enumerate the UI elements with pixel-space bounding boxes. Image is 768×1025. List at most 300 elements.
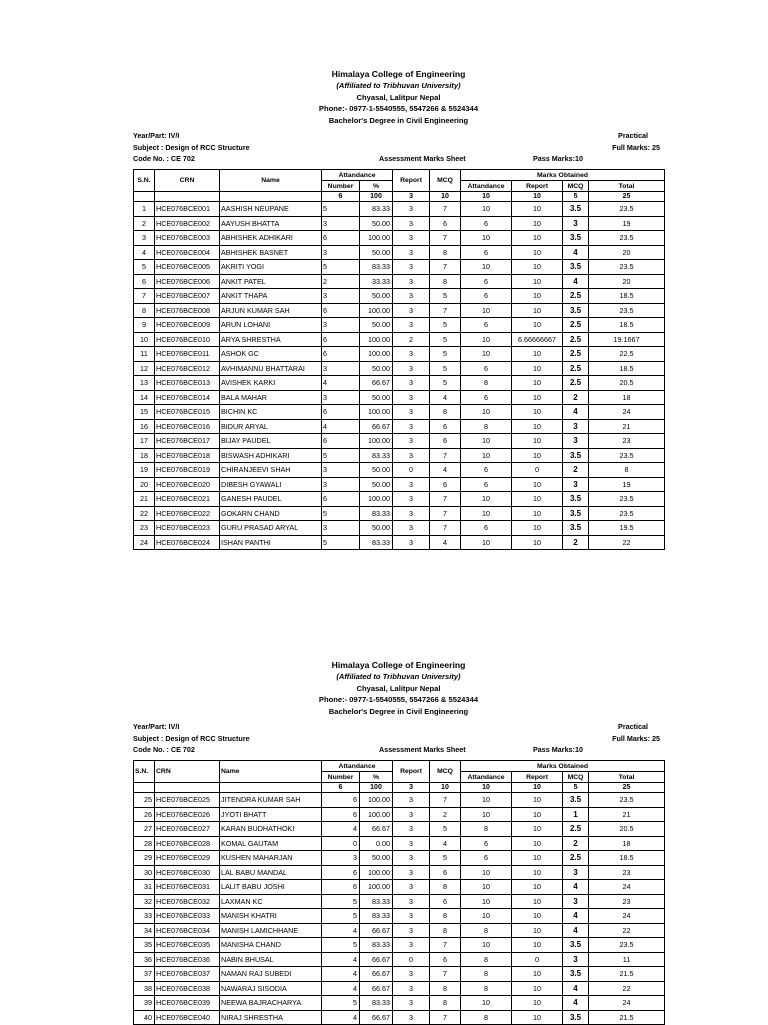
cell-mcq: 7 [430,938,461,953]
cell-mo-report: 6.66666667 [512,332,563,347]
cell-mo-report: 10 [512,216,563,231]
cell-sn: 5 [134,260,155,275]
cell-report: 3 [393,923,430,938]
cell-crn: HCE076BCE031 [155,880,220,895]
cell-sn: 9 [134,318,155,333]
cell-name: AVISHEK KARKI [220,376,322,391]
cell-att-percent: 100.00 [360,807,393,822]
table-row [134,202,665,217]
cell-crn: HCE076BCE027 [155,822,220,837]
cell-mcq: 7 [430,967,461,982]
cell-att-number: 5 [322,260,360,275]
table-row [134,434,665,449]
cell-att-number: 3 [322,245,360,260]
cell-mcq: 4 [430,463,461,478]
cell-mo-mcq: 3 [563,419,589,434]
cell-att-number: 6 [322,492,360,507]
cell-report: 3 [393,967,430,982]
cell-crn: HCE076BCE018 [155,448,220,463]
table-row [134,216,665,231]
cell-mo-attendance: 10 [461,405,512,420]
cell-mo-attendance: 10 [461,909,512,924]
cell-crn: HCE076BCE028 [155,836,220,851]
cell-sn: 20 [134,477,155,492]
cell-att-number: 6 [322,231,360,246]
cell-att-percent: 0.00 [360,836,393,851]
cell-crn: HCE076BCE023 [155,521,220,536]
cell-mo-attendance: 8 [461,952,512,967]
cell-att-percent: 100.00 [360,492,393,507]
cell-mo-report: 0 [512,463,563,478]
cell-mcq: 5 [430,851,461,866]
address: Chyasal, Lalitpur Nepal [356,92,441,102]
cell-mo-attendance: 8 [461,1010,512,1025]
cell-crn: HCE076BCE026 [155,807,220,822]
cell-mo-attendance: 10 [461,535,512,550]
cell-total: 18.5 [589,318,665,333]
cell-mcq: 7 [430,1010,461,1025]
col-sn: S.N. [134,761,155,783]
table-body [134,793,665,1025]
cell-mo-mcq: 2.5 [563,318,589,333]
table-row [134,477,665,492]
table-row [134,390,665,405]
cell-mo-attendance: 10 [461,434,512,449]
cell-mo-mcq: 4 [563,405,589,420]
cell-mo-attendance: 10 [461,506,512,521]
cell-sn: 24 [134,535,155,550]
cell-att-number: 3 [322,361,360,376]
cell-mo-mcq: 1 [563,807,589,822]
col-crn: CRN [155,761,220,783]
cell-name: BIJAY PAUDEL [220,434,322,449]
full-marks: Full Marks: 25 [612,143,660,153]
cell-name: MANISH LAMICHHANE [220,923,322,938]
cell-crn: HCE076BCE039 [155,996,220,1011]
cell-crn: HCE076BCE011 [155,347,220,362]
cell-name: BIDUR ARYAL [220,419,322,434]
cell-att-number: 3 [322,521,360,536]
cell-mo-attendance: 10 [461,303,512,318]
cell-mcq: 8 [430,245,461,260]
cell-crn: HCE076BCE017 [155,434,220,449]
cell-att-percent: 50.00 [360,463,393,478]
cell-sn: 37 [134,967,155,982]
cell-mcq: 6 [430,894,461,909]
col-mcq: MCQ [430,170,461,192]
table-row [134,822,665,837]
cell-report: 3 [393,521,430,536]
cell-att-number: 3 [322,851,360,866]
cell-sn: 4 [134,245,155,260]
cell-att-number: 6 [322,347,360,362]
table-row [134,1010,665,1025]
cell-mo-report: 10 [512,1010,563,1025]
cell-crn: HCE076BCE002 [155,216,220,231]
cell-att-percent: 66.67 [360,967,393,982]
cell-mcq: 6 [430,419,461,434]
cell-mo-report: 10 [512,376,563,391]
cell-crn: HCE076BCE037 [155,967,220,982]
cell-mcq: 6 [430,477,461,492]
cell-att-percent: 83.33 [360,535,393,550]
cell-mo-mcq: 2.5 [563,822,589,837]
cell-mo-report: 10 [512,967,563,982]
cell-report: 3 [393,836,430,851]
table-row [134,318,665,333]
cell-name: BISWASH ADHIKARI [220,448,322,463]
cell-att-percent: 100.00 [360,434,393,449]
cell-mo-report: 10 [512,865,563,880]
cell-att-percent: 100.00 [360,347,393,362]
cell-total: 24 [589,405,665,420]
cell-sn: 32 [134,894,155,909]
cell-mo-report: 10 [512,434,563,449]
practical-label: Practical [618,722,648,732]
cell-att-number: 6 [322,793,360,808]
cell-sn: 16 [134,419,155,434]
cell-report: 3 [393,535,430,550]
cell-mcq: 8 [430,405,461,420]
code-no: Code No. : CE 702 [133,745,195,755]
cell-att-percent: 100.00 [360,865,393,880]
cell-report: 3 [393,894,430,909]
cell-att-number: 3 [322,463,360,478]
cell-crn: HCE076BCE010 [155,332,220,347]
cell-name: MANISH KHATRI [220,909,322,924]
cell-att-number: 4 [322,419,360,434]
cell-mo-mcq: 2 [563,463,589,478]
cell-report: 3 [393,245,430,260]
cell-att-percent: 50.00 [360,851,393,866]
cell-total: 24 [589,996,665,1011]
cell-sn: 28 [134,836,155,851]
max-mcq: 10 [430,783,461,793]
cell-sn: 6 [134,274,155,289]
cell-att-percent: 66.67 [360,822,393,837]
cell-mo-attendance: 6 [461,289,512,304]
cell-name: BICHIN KC [220,405,322,420]
cell-att-number: 5 [322,909,360,924]
cell-mcq: 8 [430,996,461,1011]
cell-mcq: 7 [430,448,461,463]
cell-total: 21.5 [589,1010,665,1025]
cell-att-percent: 100.00 [360,231,393,246]
table-row [134,923,665,938]
cell-att-number: 4 [322,822,360,837]
cell-att-percent: 83.33 [360,202,393,217]
cell-sn: 35 [134,938,155,953]
cell-sn: 34 [134,923,155,938]
cell-sn: 8 [134,303,155,318]
cell-mo-attendance: 6 [461,274,512,289]
cell-crn: HCE076BCE007 [155,289,220,304]
cell-att-percent: 100.00 [360,880,393,895]
col-crn: CRN [155,170,220,192]
cell-att-number: 5 [322,894,360,909]
cell-sn: 10 [134,332,155,347]
cell-total: 23 [589,894,665,909]
cell-crn: HCE076BCE014 [155,390,220,405]
cell-mo-mcq: 3.5 [563,260,589,275]
cell-mcq: 4 [430,390,461,405]
cell-crn: HCE076BCE033 [155,909,220,924]
cell-att-percent: 66.67 [360,376,393,391]
cell-att-percent: 83.33 [360,448,393,463]
cell-mo-mcq: 2.5 [563,851,589,866]
max-number: 6 [322,783,360,793]
col-name: Name [220,761,322,783]
cell-att-number: 6 [322,332,360,347]
cell-mo-report: 10 [512,405,563,420]
cell-sn: 7 [134,289,155,304]
table-row [134,938,665,953]
cell-total: 23.5 [589,202,665,217]
cell-att-number: 4 [322,967,360,982]
cell-att-number: 6 [322,303,360,318]
cell-total: 23 [589,434,665,449]
cell-name: MANISHA CHAND [220,938,322,953]
phone: Phone:- 0977-1-5540555, 5547266 & 5524344 [318,695,479,705]
cell-sn: 33 [134,909,155,924]
cell-mo-mcq: 2 [563,836,589,851]
table-row [134,996,665,1011]
cell-mo-attendance: 6 [461,361,512,376]
cell-mo-report: 10 [512,390,563,405]
max-total: 25 [589,783,665,793]
col-mo-mcq: MCQ [563,181,589,192]
cell-sn: 29 [134,851,155,866]
col-total: Total [589,772,665,783]
table-row [134,807,665,822]
cell-att-percent: 83.33 [360,260,393,275]
cell-total: 23 [589,865,665,880]
cell-total: 19.1667 [589,332,665,347]
cell-mo-mcq: 2 [563,390,589,405]
cell-name: JYOTI BHATT [220,807,322,822]
cell-total: 24 [589,909,665,924]
cell-total: 22 [589,535,665,550]
col-number: Number [322,181,360,192]
cell-name: NAMAN RAJ SUBEDI [220,967,322,982]
cell-mcq: 5 [430,376,461,391]
col-attendance: Attandance [322,761,393,772]
cell-mo-report: 10 [512,289,563,304]
cell-crn: HCE076BCE013 [155,376,220,391]
cell-total: 23.5 [589,231,665,246]
pass-marks: Pass Marks:10 [533,745,583,755]
max-marks-row [134,192,665,202]
cell-att-number: 4 [322,952,360,967]
cell-name: ARUN LOHANI [220,318,322,333]
cell-att-number: 5 [322,996,360,1011]
table-row [134,463,665,478]
cell-name: ARJUN KUMAR SAH [220,303,322,318]
cell-total: 19.5 [589,521,665,536]
cell-mcq: 6 [430,865,461,880]
marks-sheet-2 [133,659,664,1025]
cell-crn: HCE076BCE025 [155,793,220,808]
cell-mo-report: 10 [512,894,563,909]
marks-sheet-1 [133,68,664,550]
cell-report: 3 [393,303,430,318]
max-mo-attendance: 10 [461,192,512,202]
table-row [134,967,665,982]
cell-report: 3 [393,231,430,246]
table-row [134,332,665,347]
cell-mcq: 8 [430,880,461,895]
cell-name: JITENDRA KUMAR SAH [220,793,322,808]
cell-mo-attendance: 6 [461,463,512,478]
affiliation: (Affiliated to Tribhuvan University) [336,672,461,681]
cell-mo-attendance: 10 [461,865,512,880]
cell-total: 21 [589,807,665,822]
cell-mcq: 4 [430,836,461,851]
max-mo-mcq: 5 [563,192,589,202]
cell-sn: 30 [134,865,155,880]
sheet-title: Assessment Marks Sheet [379,154,466,164]
cell-report: 3 [393,938,430,953]
table-row [134,521,665,536]
cell-total: 20 [589,274,665,289]
cell-mo-report: 10 [512,274,563,289]
max-total: 25 [589,192,665,202]
cell-sn: 13 [134,376,155,391]
cell-sn: 3 [134,231,155,246]
cell-mo-mcq: 3 [563,865,589,880]
cell-mcq: 2 [430,807,461,822]
cell-mcq: 7 [430,231,461,246]
marks-table [133,169,665,550]
cell-att-percent: 83.33 [360,506,393,521]
year-part: Year/Part: IV/I [133,131,180,141]
cell-report: 3 [393,434,430,449]
col-percent: % [360,772,393,783]
cell-total: 19 [589,477,665,492]
cell-mo-report: 10 [512,361,563,376]
cell-name: ABHISHEK ADHIKARI [220,231,322,246]
cell-name: ASHOK GC [220,347,322,362]
pass-marks: Pass Marks:10 [533,154,583,164]
cell-att-percent: 66.67 [360,419,393,434]
cell-mo-report: 10 [512,851,563,866]
cell-mo-mcq: 3.5 [563,521,589,536]
cell-name: AAYUSH BHATTA [220,216,322,231]
cell-mo-mcq: 3.5 [563,1010,589,1025]
cell-mcq: 7 [430,521,461,536]
cell-name: GOKARN CHAND [220,506,322,521]
col-marks-obtained: Marks Obtained [461,761,665,772]
cell-sn: 15 [134,405,155,420]
cell-sn: 12 [134,361,155,376]
cell-total: 18.5 [589,289,665,304]
cell-total: 23.5 [589,492,665,507]
cell-mo-attendance: 6 [461,318,512,333]
cell-mo-report: 10 [512,492,563,507]
cell-total: 11 [589,952,665,967]
cell-mo-report: 10 [512,981,563,996]
cell-report: 3 [393,851,430,866]
cell-name: DIBESH GYAWALI [220,477,322,492]
max-mo-mcq: 5 [563,783,589,793]
cell-mcq: 8 [430,909,461,924]
cell-total: 18 [589,390,665,405]
cell-mcq: 6 [430,216,461,231]
cell-sn: 11 [134,347,155,362]
cell-report: 3 [393,909,430,924]
cell-total: 21 [589,419,665,434]
cell-name: LAXMAN KC [220,894,322,909]
cell-total: 23.5 [589,938,665,953]
max-percent: 100 [360,783,393,793]
cell-total: 18.5 [589,361,665,376]
cell-mo-attendance: 10 [461,793,512,808]
cell-report: 3 [393,376,430,391]
cell-name: BALA MAHAR [220,390,322,405]
cell-mcq: 8 [430,981,461,996]
cell-mcq: 5 [430,347,461,362]
cell-name: NIRAJ SHRESTHA [220,1010,322,1025]
col-report: Report [393,761,430,783]
table-row [134,260,665,275]
table-row [134,865,665,880]
cell-crn: HCE076BCE015 [155,405,220,420]
cell-crn: HCE076BCE016 [155,419,220,434]
cell-mcq: 6 [430,952,461,967]
cell-mo-report: 10 [512,793,563,808]
cell-sn: 23 [134,521,155,536]
cell-total: 19 [589,216,665,231]
degree: Bachelor's Degree in Civil Engineering [328,706,469,716]
cell-att-percent: 83.33 [360,996,393,1011]
cell-report: 3 [393,361,430,376]
cell-name: GANESH PAUDEL [220,492,322,507]
cell-mo-mcq: 4 [563,909,589,924]
table-row [134,851,665,866]
cell-att-number: 5 [322,202,360,217]
cell-mo-mcq: 3 [563,894,589,909]
cell-crn: HCE076BCE036 [155,952,220,967]
cell-att-percent: 83.33 [360,894,393,909]
cell-mo-attendance: 8 [461,967,512,982]
cell-att-number: 3 [322,216,360,231]
cell-crn: HCE076BCE035 [155,938,220,953]
cell-crn: HCE076BCE008 [155,303,220,318]
cell-mcq: 7 [430,202,461,217]
cell-att-percent: 66.67 [360,981,393,996]
cell-mo-report: 10 [512,231,563,246]
college-name: Himalaya College of Engineering [331,660,466,670]
cell-total: 20.5 [589,822,665,837]
cell-mo-attendance: 6 [461,477,512,492]
cell-att-percent: 100.00 [360,303,393,318]
cell-report: 0 [393,952,430,967]
cell-crn: HCE076BCE012 [155,361,220,376]
cell-name: NEEWA BAJRACHARYA [220,996,322,1011]
sheet-title: Assessment Marks Sheet [379,745,466,755]
cell-total: 23.5 [589,793,665,808]
cell-att-percent: 66.67 [360,923,393,938]
cell-report: 3 [393,405,430,420]
cell-att-number: 6 [322,807,360,822]
cell-mo-mcq: 2.5 [563,332,589,347]
cell-mo-attendance: 6 [461,390,512,405]
table-row [134,880,665,895]
cell-mo-mcq: 3.5 [563,202,589,217]
cell-report: 3 [393,822,430,837]
cell-mo-mcq: 3.5 [563,967,589,982]
cell-att-number: 4 [322,981,360,996]
